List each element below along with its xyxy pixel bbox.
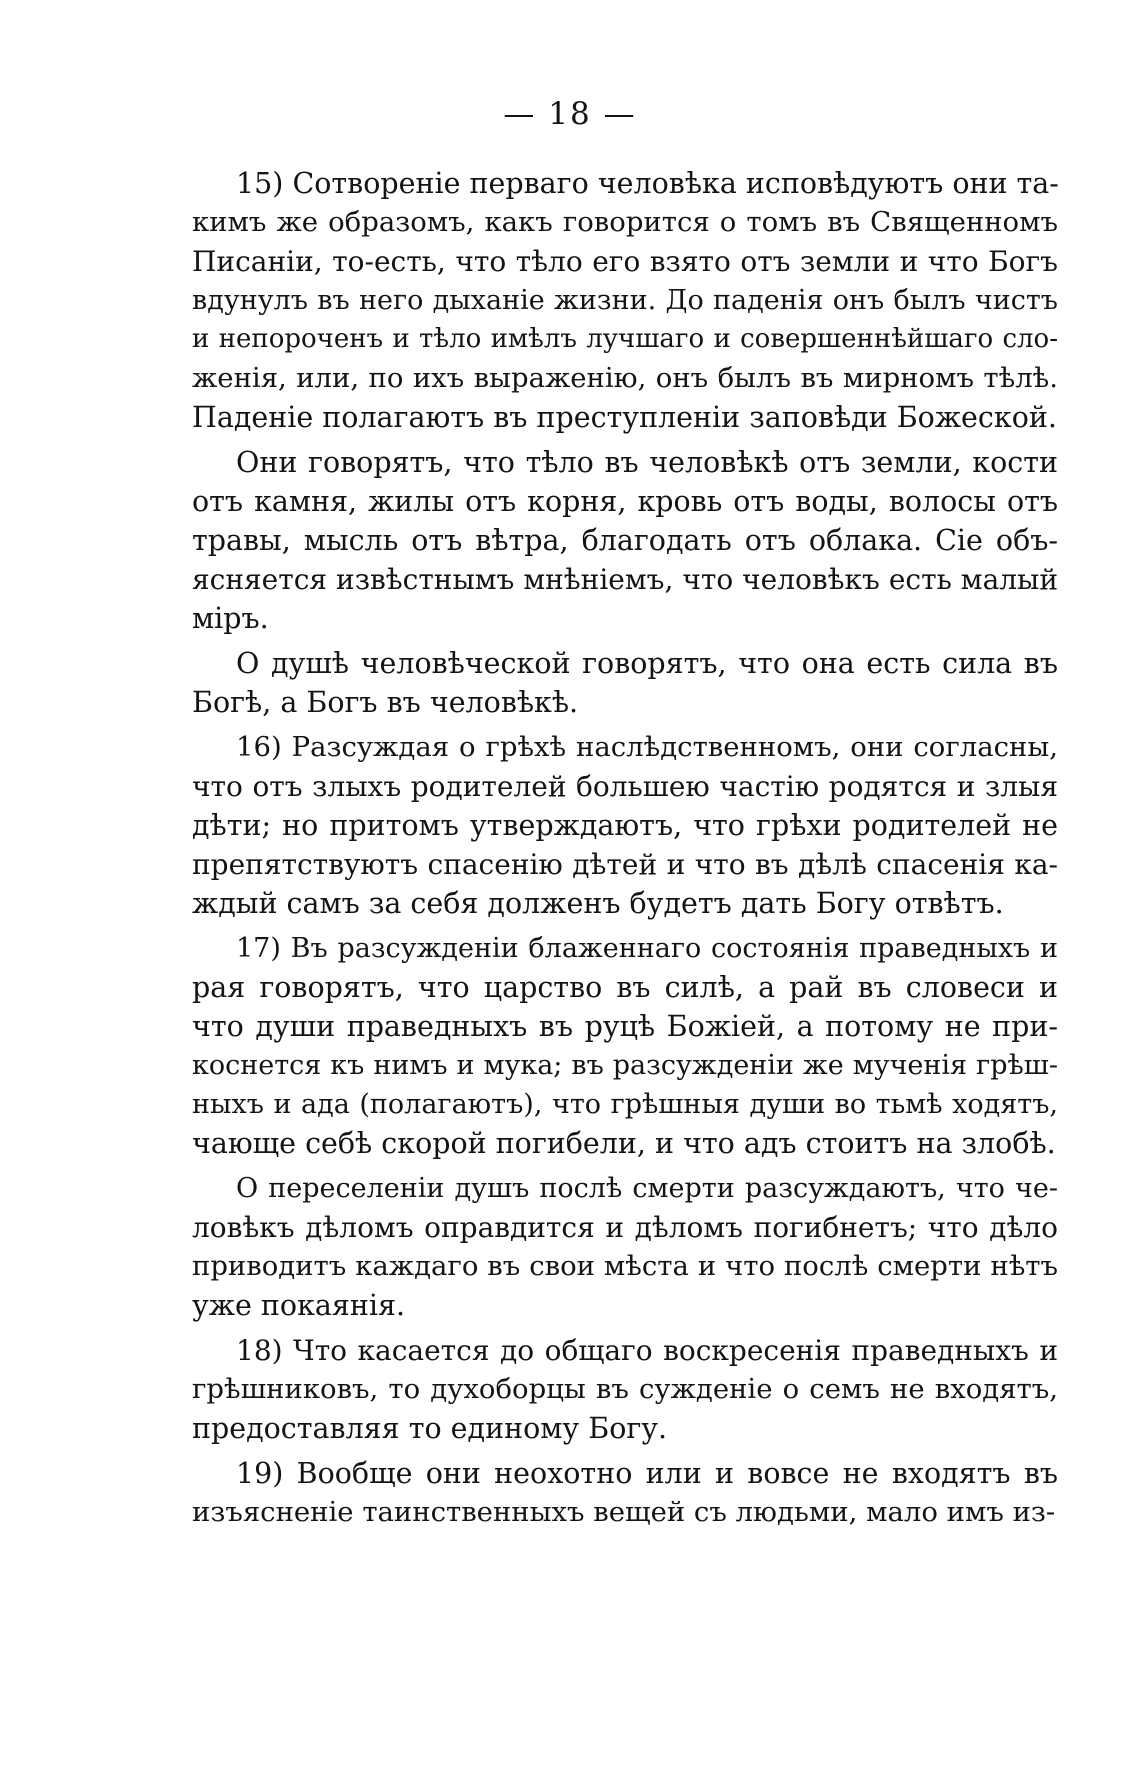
paragraph (192, 1169, 1058, 1325)
text-line: препятствуютъ спасенію дѣтей и что въ дѣлѣ спасенія ка- (192, 848, 1058, 881)
text-line: ловѣкъ дѣломъ оправдится и дѣломъ погибнетъ; что дѣло (192, 1211, 1058, 1244)
text-line: 18) Что касается до общаго воскресенія праведныхъ и (236, 1334, 1058, 1367)
text-line: изъясненіе таинственныхъ вещей съ людьми, мало имъ из- (192, 1496, 1056, 1528)
text-line: и непороченъ и тѣло имѣлъ лучшаго и совершеннѣйшаго сло- (192, 324, 1058, 354)
text-line: Писаніи, то-есть, что тѣло его взято отъ земли и что Богъ (192, 245, 1058, 278)
text-line: травы, мысль отъ вѣтра, благодать отъ облака. Сіе объ- (192, 524, 1058, 557)
text-line: коснется къ нимъ и мука; въ разсужденіи же мученія грѣш- (192, 1050, 1058, 1081)
text-line: ясняется извѣстнымъ мнѣніемъ, что человѣкъ есть малый (192, 563, 1058, 596)
text-line: дѣти; но притомъ утверждаютъ, что грѣхи родителей не (192, 809, 1058, 842)
text-line: что отъ злыхъ родителей большею частію родятся и злыя (192, 770, 1058, 803)
paragraph (192, 728, 1058, 923)
page-number: — 18 — (503, 96, 637, 132)
text-line: 16) Разсуждая о грѣхѣ наслѣдственномъ, они согласны, (236, 731, 1058, 763)
text-line: ныхъ и ада (полагаютъ), что грѣшныя души во тьмѣ ходятъ, (192, 1089, 1058, 1120)
text-line: 17) Въ разсужденіи блаженнаго состоянія праведныхъ и (236, 933, 1058, 964)
text-line: предоставляя то единому Богу. (192, 1412, 668, 1445)
paragraph (192, 929, 1058, 1163)
text-line: Паденіе полагаютъ въ преступленіи заповѣди Божеской. (192, 401, 1057, 434)
text-line: Богѣ, а Богъ въ человѣкѣ. (192, 686, 579, 719)
paragraph (192, 164, 1058, 437)
text-line: 19) Вообще они неохотно или и вовсе не входятъ въ (236, 1457, 1058, 1490)
paragraph (192, 1331, 1058, 1448)
text-line: кимъ же образомъ, какъ говорится о томъ въ Священномъ (192, 206, 1058, 238)
text-line: Они говорятъ, что тѣло въ человѣкѣ отъ земли, кости (236, 446, 1058, 479)
text-line: женія, или, по ихъ выраженію, онъ былъ въ мирномъ тѣлѣ. (192, 362, 1058, 394)
text-line: вдунулъ въ него дыханіе жизни. До паденія онъ былъ чистъ (192, 285, 1058, 316)
text-line: рая говорятъ, что царство въ силѣ, а рай въ словеси и (192, 971, 1058, 1004)
text-line: О переселеніи душъ послѣ смерти разсуждаютъ, что че- (236, 1173, 1058, 1204)
text-line: грѣшниковъ, то духоборцы въ сужденіе о семъ не входятъ, (192, 1373, 1058, 1405)
paragraph (192, 644, 1058, 722)
paragraph (192, 443, 1058, 638)
text-body (192, 164, 1058, 1532)
text-line: приводитъ каждаго въ свои мѣста и что послѣ смерти нѣтъ (192, 1250, 1058, 1282)
text-line: ждый самъ за себя долженъ будетъ дать Богу отвѣтъ. (192, 887, 1004, 920)
text-line: что души праведныхъ въ руцѣ Божіей, а потому не при- (192, 1010, 1058, 1043)
text-line: чающе себѣ скорой погибели, и что адъ стоитъ на злобѣ. (192, 1127, 1056, 1160)
text-line: міръ. (192, 602, 269, 635)
text-line: 15) Сотвореніе перваго человѣка исповѣдуютъ они та- (236, 167, 1059, 200)
paragraph (192, 1454, 1058, 1532)
text-line: уже покаянія. (192, 1289, 405, 1322)
text-line: О душѣ человѣческой говорятъ, что она есть сила въ (236, 647, 1058, 680)
text-line: отъ камня, жилы отъ корня, кровь отъ воды, волосы отъ (192, 485, 1058, 518)
